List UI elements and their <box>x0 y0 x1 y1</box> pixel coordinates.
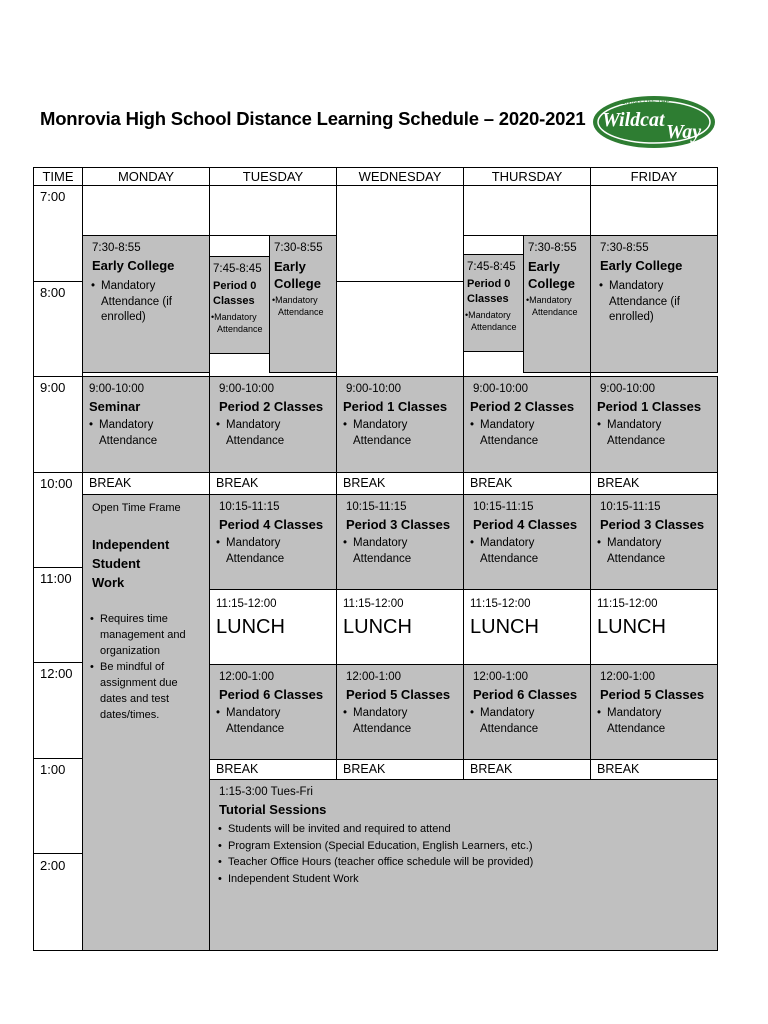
slot-time: 10:15-11:15 <box>346 501 407 513</box>
slot-title <box>213 279 256 309</box>
logo-top-text: LIVING LIFE THE <box>622 100 670 106</box>
tuesday-9am <box>209 376 337 473</box>
friday-noon <box>590 664 718 760</box>
slot-time: 9:00-10:00 <box>473 383 528 395</box>
break-cell <box>336 472 464 495</box>
list-item: Program Extension (Special Education, English Learners, etc.) <box>228 839 533 852</box>
bullet-text: Attendance <box>480 552 539 565</box>
slot-time: 9:00-10:00 <box>600 383 655 395</box>
slot-bullets: •Mandatory Attendance <box>526 295 578 317</box>
slot-title: Period 6 Classes <box>219 687 324 702</box>
open-time-frame: Open Time Frame <box>92 502 181 514</box>
slot-title: Period 4 Classes <box>473 517 578 532</box>
break-label: BREAK <box>597 476 640 490</box>
lunch-label: LUNCH <box>470 616 539 638</box>
slot-bullets: •Mandatory Attendance <box>272 295 324 317</box>
slot-time: 7:45-8:45 <box>213 263 262 275</box>
empty-cell <box>336 185 464 282</box>
header-monday: MONDAY <box>82 167 210 186</box>
slot-title: Period 6 Classes <box>473 687 578 702</box>
bullet-text: Mandatory <box>529 295 572 305</box>
slot-bullets: •Mandatory Attendance <box>211 312 263 334</box>
title-line: Early <box>528 259 560 274</box>
bullet-text: Attendance <box>353 722 412 735</box>
slot-title: Period 2 Classes <box>219 399 324 414</box>
wildcat-way-logo <box>592 92 716 150</box>
tuesday-noon <box>209 664 337 760</box>
bullet-text: management and <box>100 629 186 641</box>
list-item: Students will be invited and required to attend <box>228 823 451 835</box>
thursday-noon <box>463 664 591 760</box>
bullet-text: Mandatory <box>353 419 408 431</box>
tutorial-time: 1:15-3:00 Tues-Fri <box>219 786 313 798</box>
title-line: Period 0 <box>213 280 257 292</box>
slot-time: 11:15-12:00 <box>597 598 658 610</box>
title-line: College <box>274 276 321 291</box>
slot-title: Period 4 Classes <box>219 517 324 532</box>
list-item: Independent Student Work <box>228 872 359 885</box>
title-line: Period 0 <box>467 278 511 290</box>
break-label: BREAK <box>216 476 259 490</box>
title-line: Classes <box>467 293 509 305</box>
slot-title <box>528 258 575 292</box>
bullet-text: Be mindful of <box>100 661 165 673</box>
bullet-text: Mandatory <box>607 707 662 719</box>
slot-bullets: • Mandatory Attendance <box>470 418 538 449</box>
time-label: 1:00 <box>40 762 66 777</box>
tutorial-list: • Students will be invited and required to attend • Program Extension (Special Education, English Learners, etc.) • Teacher Office Hours (teacher office schedule will be provided) • Independent Student Work <box>218 823 534 885</box>
tuesday-period0 <box>209 256 273 354</box>
friday-1015 <box>590 494 718 590</box>
bullet-text: Mandatory <box>353 537 408 549</box>
header-tuesday: TUESDAY <box>209 167 337 186</box>
slot-title: Period 1 Classes <box>597 399 702 414</box>
bullet-text: Mandatory <box>226 707 281 719</box>
time-label: 2:00 <box>40 858 66 873</box>
hour-line <box>33 853 83 854</box>
break-cell <box>463 472 591 495</box>
slot-time: 9:00-10:00 <box>219 383 274 395</box>
empty-cell <box>590 185 718 236</box>
time-label: 9:00 <box>40 380 66 395</box>
slot-time: 11:15-12:00 <box>343 598 404 610</box>
title-line: Early <box>274 259 306 274</box>
header-wednesday: WEDNESDAY <box>336 167 464 186</box>
bullet-text: Requires time <box>100 613 168 625</box>
break-cell <box>463 759 591 780</box>
logo-main2: Way <box>666 121 702 143</box>
slot-time: 12:00-1:00 <box>346 671 401 683</box>
slot-bullets: • Mandatory Attendance <box>343 536 411 567</box>
bullet-text: Attendance <box>480 722 539 735</box>
tutorial-sessions <box>209 779 718 951</box>
break-label: BREAK <box>470 762 513 776</box>
slot-title: Early College <box>92 258 175 273</box>
slot-bullets: • Mandatory Attendance (if enrolled) <box>599 279 680 326</box>
wednesday-noon <box>336 664 464 760</box>
title-line: Work <box>92 575 125 590</box>
bullet-text: Mandatory <box>607 537 662 549</box>
header-thursday: THURSDAY <box>463 167 591 186</box>
thursday-1015 <box>463 494 591 590</box>
lunch-cell <box>590 589 718 665</box>
list-item: Teacher Office Hours (teacher office schedule will be provided) <box>228 856 534 868</box>
slot-title: Early College <box>600 258 683 273</box>
bullet-text: Attendance <box>607 434 666 447</box>
slot-title: Period 2 Classes <box>470 399 575 414</box>
empty-cell <box>82 185 210 236</box>
break-label: BREAK <box>343 762 386 776</box>
bullet-text: Mandatory <box>480 419 535 431</box>
slot-time: 7:45-8:45 <box>467 261 516 273</box>
slot-bullets: • Mandatory Attendance <box>216 536 284 567</box>
time-label: 11:00 <box>40 571 72 586</box>
page-title: Monrovia High School Distance Learning Schedule – 2020-2021 <box>40 108 586 129</box>
bullet-text: Attendance <box>353 434 412 447</box>
hour-line <box>33 758 83 759</box>
monday-seminar <box>82 376 210 473</box>
tuesday-1015 <box>209 494 337 590</box>
bullet-text: assignment due <box>100 677 178 689</box>
tuesday-early-college <box>269 235 337 373</box>
friday-early-college <box>590 235 718 373</box>
slot-time: 7:30-8:55 <box>274 242 323 254</box>
slot-bullets: •Mandatory Attendance <box>465 310 517 332</box>
bullet-text: organization <box>100 645 160 657</box>
lunch-cell <box>209 589 337 665</box>
bullet-text: Mandatory <box>480 707 535 719</box>
slot-title: Period 5 Classes <box>346 687 451 702</box>
bullet-text: Mandatory <box>99 419 154 431</box>
break-cell <box>209 759 337 780</box>
bullet-text: Attendance <box>480 434 539 447</box>
slot-time: 11:15-12:00 <box>216 598 277 610</box>
slot-bullets: • Mandatory Attendance <box>89 418 157 449</box>
tutorial-title: Tutorial Sessions <box>219 802 327 817</box>
title-line: Independent <box>92 537 170 552</box>
break-cell <box>590 472 718 495</box>
hour-line <box>33 662 83 663</box>
monday-early-college <box>82 235 210 373</box>
bullet-text: Mandatory <box>480 537 535 549</box>
bullet-text: Attendance <box>353 552 412 565</box>
independent-title <box>92 535 169 592</box>
title-line: College <box>528 276 575 291</box>
slot-time: 7:30-8:55 <box>600 242 649 254</box>
slot-time: 10:15-11:15 <box>473 501 534 513</box>
break-cell <box>82 472 210 495</box>
lunch-cell <box>463 589 591 665</box>
slot-title <box>274 258 321 292</box>
slot-time: 7:30-8:55 <box>528 242 577 254</box>
bullet-text: Mandatory <box>353 707 408 719</box>
slot-bullets: • Mandatory Attendance <box>216 418 284 449</box>
break-label: BREAK <box>470 476 513 490</box>
slot-bullets: • Mandatory Attendance <box>470 536 538 567</box>
slot-time: 7:30-8:55 <box>92 242 141 254</box>
slot-bullets: • Mandatory Attendance <box>343 706 411 737</box>
bullet-text: Mandatory <box>226 537 281 549</box>
slot-time: 10:15-11:15 <box>219 501 280 513</box>
bullet-text: dates/times. <box>100 709 160 721</box>
bullet-text: Attendance <box>226 552 285 565</box>
slot-title: Period 3 Classes <box>346 517 451 532</box>
hour-line <box>33 567 83 568</box>
slot-title <box>467 277 510 307</box>
hour-line <box>33 281 83 282</box>
slot-title: Seminar <box>89 399 141 414</box>
bullet-text: Attendance <box>471 322 517 332</box>
lunch-label: LUNCH <box>343 616 412 638</box>
slot-bullets: • Mandatory Attendance <box>597 536 665 567</box>
wednesday-1015 <box>336 494 464 590</box>
bullet-text: Attendance <box>226 434 285 447</box>
slot-time: 11:15-12:00 <box>470 598 531 610</box>
break-label: BREAK <box>89 476 132 490</box>
bullet-text: Attendance <box>217 324 263 334</box>
hour-line <box>33 376 83 377</box>
lunch-label: LUNCH <box>216 616 285 638</box>
break-cell <box>209 472 337 495</box>
empty-cell <box>209 185 337 236</box>
slot-bullets: • Mandatory Attendance <box>597 418 665 449</box>
header-friday: FRIDAY <box>590 167 718 186</box>
break-label: BREAK <box>597 762 640 776</box>
slot-time: 12:00-1:00 <box>473 671 528 683</box>
bullet-text: Mandatory <box>609 280 664 292</box>
slot-time: 12:00-1:00 <box>219 671 274 683</box>
bullet-text: Attendance <box>278 307 324 317</box>
thursday-early-college <box>523 235 591 373</box>
slot-title: Period 5 Classes <box>600 687 705 702</box>
slot-bullets: • Mandatory Attendance <box>216 706 284 737</box>
slot-title: Period 1 Classes <box>343 399 448 414</box>
bullet-text: Attendance <box>226 722 285 735</box>
break-label: BREAK <box>343 476 386 490</box>
bullet-text: dates and test <box>100 693 170 705</box>
title-line: Student <box>92 556 141 571</box>
time-label: 10:00 <box>40 476 73 491</box>
bullet-text: Attendance (if <box>101 295 172 308</box>
bullet-text: Attendance <box>607 552 666 565</box>
time-label: 7:00 <box>40 189 66 204</box>
time-label: 12:00 <box>40 666 73 681</box>
wednesday-9am <box>336 376 464 473</box>
slot-bullets: • Mandatory Attendance <box>470 706 538 737</box>
bullet-text: Mandatory <box>101 280 156 292</box>
friday-9am <box>590 376 718 473</box>
slot-bullets: • Mandatory Attendance (if enrolled) <box>91 279 172 326</box>
empty-cell <box>336 281 464 377</box>
lunch-cell <box>336 589 464 665</box>
title-line: Classes <box>213 295 255 307</box>
bullet-text: Mandatory <box>468 310 511 320</box>
bullet-text: Attendance <box>607 722 666 735</box>
hour-line <box>33 472 83 473</box>
break-cell <box>590 759 718 780</box>
slot-time: 9:00-10:00 <box>89 383 144 395</box>
slot-time: 9:00-10:00 <box>346 383 401 395</box>
bullet-text: Attendance (if <box>609 295 680 308</box>
bullet-text: enrolled) <box>609 311 654 323</box>
break-label: BREAK <box>216 762 259 776</box>
empty-cell <box>463 185 591 236</box>
logo-main1: Wildcat <box>602 109 665 131</box>
break-cell <box>336 759 464 780</box>
bullet-text: Mandatory <box>275 295 318 305</box>
header-time: TIME <box>33 167 83 186</box>
bullet-text: Mandatory <box>607 419 662 431</box>
thursday-9am <box>463 376 591 473</box>
lunch-label: LUNCH <box>597 616 666 638</box>
bullet-text: Attendance <box>532 307 578 317</box>
independent-bullets: • Requires time management and organization • Be mindful of assignment due dates and test dates/times. <box>90 613 186 721</box>
monday-independent-work <box>82 494 210 951</box>
time-label: 8:00 <box>40 285 66 300</box>
bullet-text: Mandatory <box>214 312 257 322</box>
slot-time: 12:00-1:00 <box>600 671 655 683</box>
thursday-period0 <box>463 254 527 352</box>
slot-time: 10:15-11:15 <box>600 501 661 513</box>
slot-bullets: • Mandatory Attendance <box>597 706 665 737</box>
slot-title: Period 3 Classes <box>600 517 705 532</box>
bullet-text: enrolled) <box>101 311 146 323</box>
slot-bullets: • Mandatory Attendance <box>343 418 411 449</box>
bullet-text: Mandatory <box>226 419 281 431</box>
bullet-text: Attendance <box>99 434 158 447</box>
